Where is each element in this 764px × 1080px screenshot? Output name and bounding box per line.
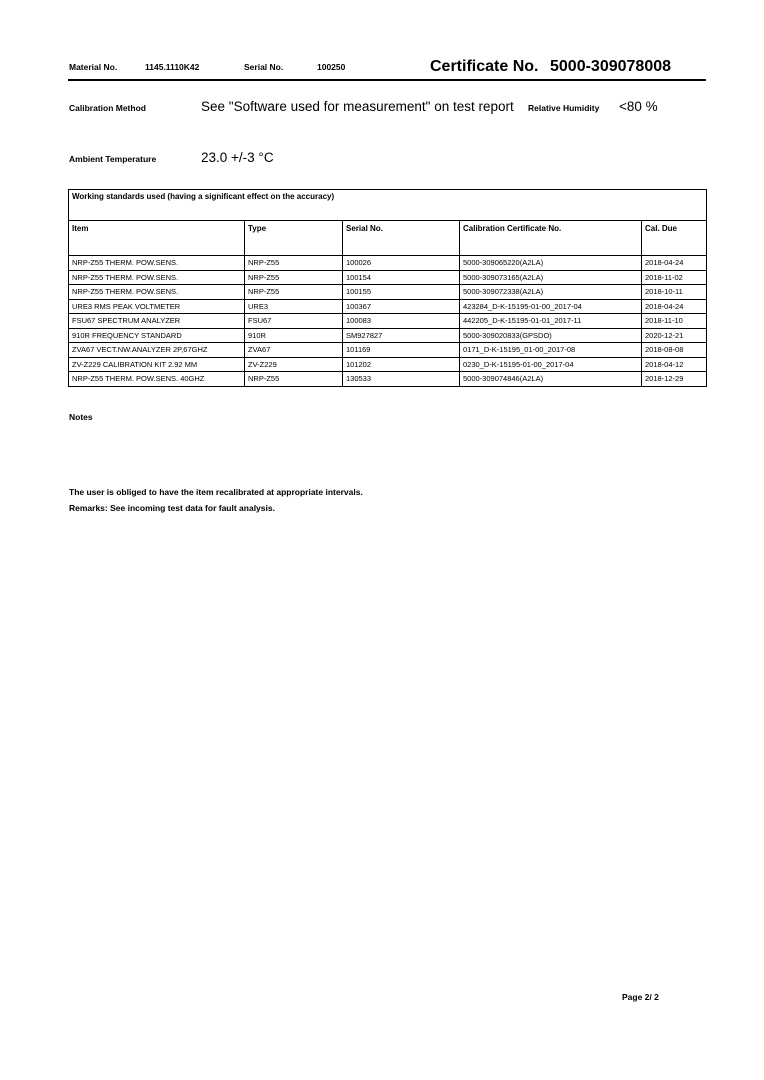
cell-item: 910R FREQUENCY STANDARD (69, 328, 245, 343)
cell-certificate: 442205_D-K-15195-01-01_2017-11 (460, 314, 642, 329)
cell-item: FSU67 SPECTRUM ANALYZER (69, 314, 245, 329)
ambient-temperature-value: 23.0 +/-3 °C (201, 150, 274, 165)
cell-type: 910R (245, 328, 343, 343)
calibration-method-value: See "Software used for measurement" on test report (201, 99, 514, 114)
relative-humidity-label: Relative Humidity (528, 103, 600, 113)
cell-item: ZVA67 VECT.NW.ANALYZER 2P,67GHZ (69, 343, 245, 358)
certificate-number-label: Certificate No. (430, 58, 539, 75)
cell-cal-due: 2018-11-02 (642, 270, 707, 285)
cell-serial: 101169 (343, 343, 460, 358)
cell-type: NRP-Z55 (245, 285, 343, 300)
cell-serial: 100154 (343, 270, 460, 285)
serial-number-value: 100250 (317, 62, 346, 72)
column-header-item: Item (69, 221, 245, 256)
table-row (69, 314, 707, 329)
cell-type: URE3 (245, 299, 343, 314)
cell-cal-due: 2018-12-29 (642, 372, 707, 387)
cell-serial: SM927827 (343, 328, 460, 343)
calibration-method-label: Calibration Method (69, 103, 146, 113)
cell-cal-due: 2018-10-11 (642, 285, 707, 300)
cell-item: URE3 RMS PEAK VOLTMETER (69, 299, 245, 314)
cell-type: NRP-Z55 (245, 270, 343, 285)
cell-type: NRP-Z55 (245, 256, 343, 271)
cell-type: ZVA67 (245, 343, 343, 358)
cell-item: NRP-Z55 THERM. POW.SENS. 40GHZ (69, 372, 245, 387)
table-row (69, 256, 707, 271)
header-rule (68, 79, 706, 81)
table-row (69, 372, 707, 387)
table-row (69, 357, 707, 372)
cell-certificate: 423284_D-K-15195-01-00_2017-04 (460, 299, 642, 314)
column-header-certificate: Calibration Certificate No. (460, 221, 642, 256)
cell-type: ZV-Z229 (245, 357, 343, 372)
cell-certificate: 0230_D-K-15195-01-00_2017-04 (460, 357, 642, 372)
table-row (69, 328, 707, 343)
cell-item: NRP-Z55 THERM. POW.SENS. (69, 256, 245, 271)
table-row (69, 270, 707, 285)
cell-serial: 100026 (343, 256, 460, 271)
cell-cal-due: 2018-08-08 (642, 343, 707, 358)
cell-cal-due: 2018-11-10 (642, 314, 707, 329)
cell-certificate: 5000-309020833(GPSDO) (460, 328, 642, 343)
cell-cal-due: 2018-04-24 (642, 256, 707, 271)
column-header-cal-due: Cal. Due (642, 221, 707, 256)
cell-serial: 100083 (343, 314, 460, 329)
recalibration-note: The user is obliged to have the item recalibrated at appropriate intervals. (69, 487, 363, 497)
relative-humidity-value: <80 % (619, 99, 658, 114)
cell-serial: 100155 (343, 285, 460, 300)
cell-serial: 130533 (343, 372, 460, 387)
cell-cal-due: 2018-04-12 (642, 357, 707, 372)
ambient-temperature-label: Ambient Temperature (69, 154, 157, 164)
cell-type: NRP-Z55 (245, 372, 343, 387)
column-header-serial: Serial No. (343, 221, 460, 256)
remarks-note: Remarks: See incoming test data for fault analysis. (69, 503, 275, 513)
table-caption: Working standards used (having a significant effect on the accuracy) (69, 190, 707, 221)
cell-serial: 100367 (343, 299, 460, 314)
working-standards-table (68, 189, 707, 387)
cell-item: NRP-Z55 THERM. POW.SENS. (69, 285, 245, 300)
cell-certificate: 5000-309065220(A2LA) (460, 256, 642, 271)
column-header-type: Type (245, 221, 343, 256)
certificate-number-value: 5000-309078008 (550, 58, 672, 75)
cell-cal-due: 2018-04-24 (642, 299, 707, 314)
page-number: Page 2/ 2 (622, 992, 659, 1002)
table-row (69, 285, 707, 300)
cell-certificate: 5000-309074846(A2LA) (460, 372, 642, 387)
table-row (69, 299, 707, 314)
cell-certificate: 5000-309072338(A2LA) (460, 285, 642, 300)
cell-certificate: 0171_D-K-15195_01-00_2017-08 (460, 343, 642, 358)
cell-item: NRP-Z55 THERM. POW.SENS. (69, 270, 245, 285)
table-row (69, 343, 707, 358)
cell-item: ZV-Z229 CALIBRATION KIT 2.92 MM (69, 357, 245, 372)
cell-type: FSU67 (245, 314, 343, 329)
serial-number-label: Serial No. (244, 62, 284, 72)
material-number-value: 1145.1110K42 (145, 62, 200, 72)
cell-cal-due: 2020-12-21 (642, 328, 707, 343)
cell-certificate: 5000-309073165(A2LA) (460, 270, 642, 285)
notes-heading: Notes (69, 412, 93, 422)
cell-serial: 101202 (343, 357, 460, 372)
material-number-label: Material No. (69, 62, 118, 72)
